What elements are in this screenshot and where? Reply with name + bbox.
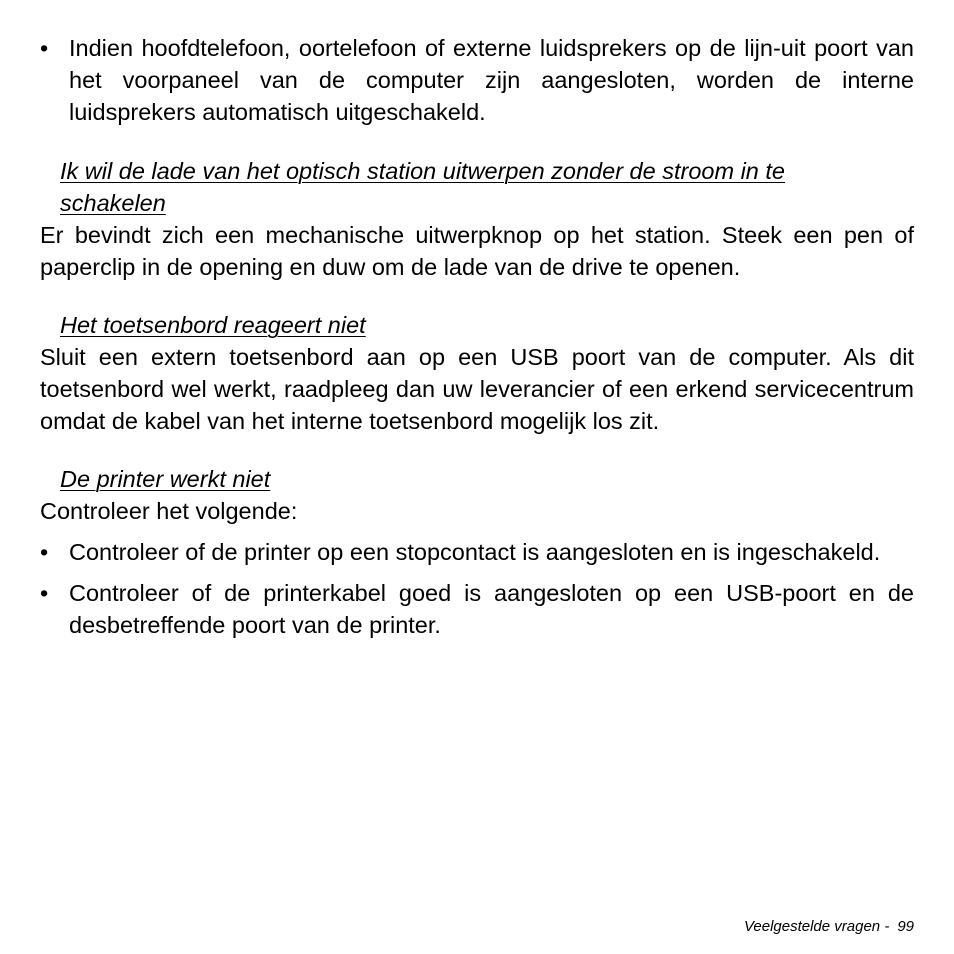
bullet-icon: • xyxy=(40,539,49,565)
section-intro-printer: Controleer het volgende: xyxy=(40,498,298,524)
list-item xyxy=(40,577,914,641)
list-item xyxy=(40,32,914,128)
section-body-keyboard: Sluit een extern toetsenbord aan op een USB poort van de computer. Als dit toetsenbord wel werkt, raadpleeg dan uw leverancier of een erkend servicecentrum omdat de kabel van het interne toetsenbord mogelijk los zit. xyxy=(40,344,914,434)
list-item-text: Controleer of de printerkabel goed is aangesloten op een USB-poort en de desbetreffende poort van de printer. xyxy=(69,580,914,638)
footer-section-title: Veelgestelde vragen - xyxy=(743,918,890,935)
section-heading-keyboard: Het toetsenbord reageert niet xyxy=(60,312,366,338)
list-item xyxy=(40,536,914,568)
page-footer xyxy=(744,917,914,937)
document-page xyxy=(40,32,914,641)
list-item-text: Indien hoofdtelefoon, oortelefoon of externe luidsprekers op de lijn-uit poort van het voorpaneel van de computer zijn aangesloten, worden de interne luidsprekers automatisch uitgeschakeld. xyxy=(69,35,914,125)
page-number: 99 xyxy=(897,918,914,935)
section-heading-printer: De printer werkt niet xyxy=(60,466,271,492)
section-body-optical-drive: Er bevindt zich een mechanische uitwerpknop op het station. Steek een pen of paperclip in de opening en duw om de lade van de drive te openen. xyxy=(40,222,914,280)
list-item-text: Controleer of de printer op een stopcontact is aangesloten en is ingeschakeld. xyxy=(69,539,881,565)
bullet-icon: • xyxy=(40,580,49,606)
section-heading-optical-drive: Ik wil de lade van het optisch station uitwerpen zonder de stroom in te schakelen xyxy=(60,158,785,216)
bullet-icon: • xyxy=(40,35,49,61)
